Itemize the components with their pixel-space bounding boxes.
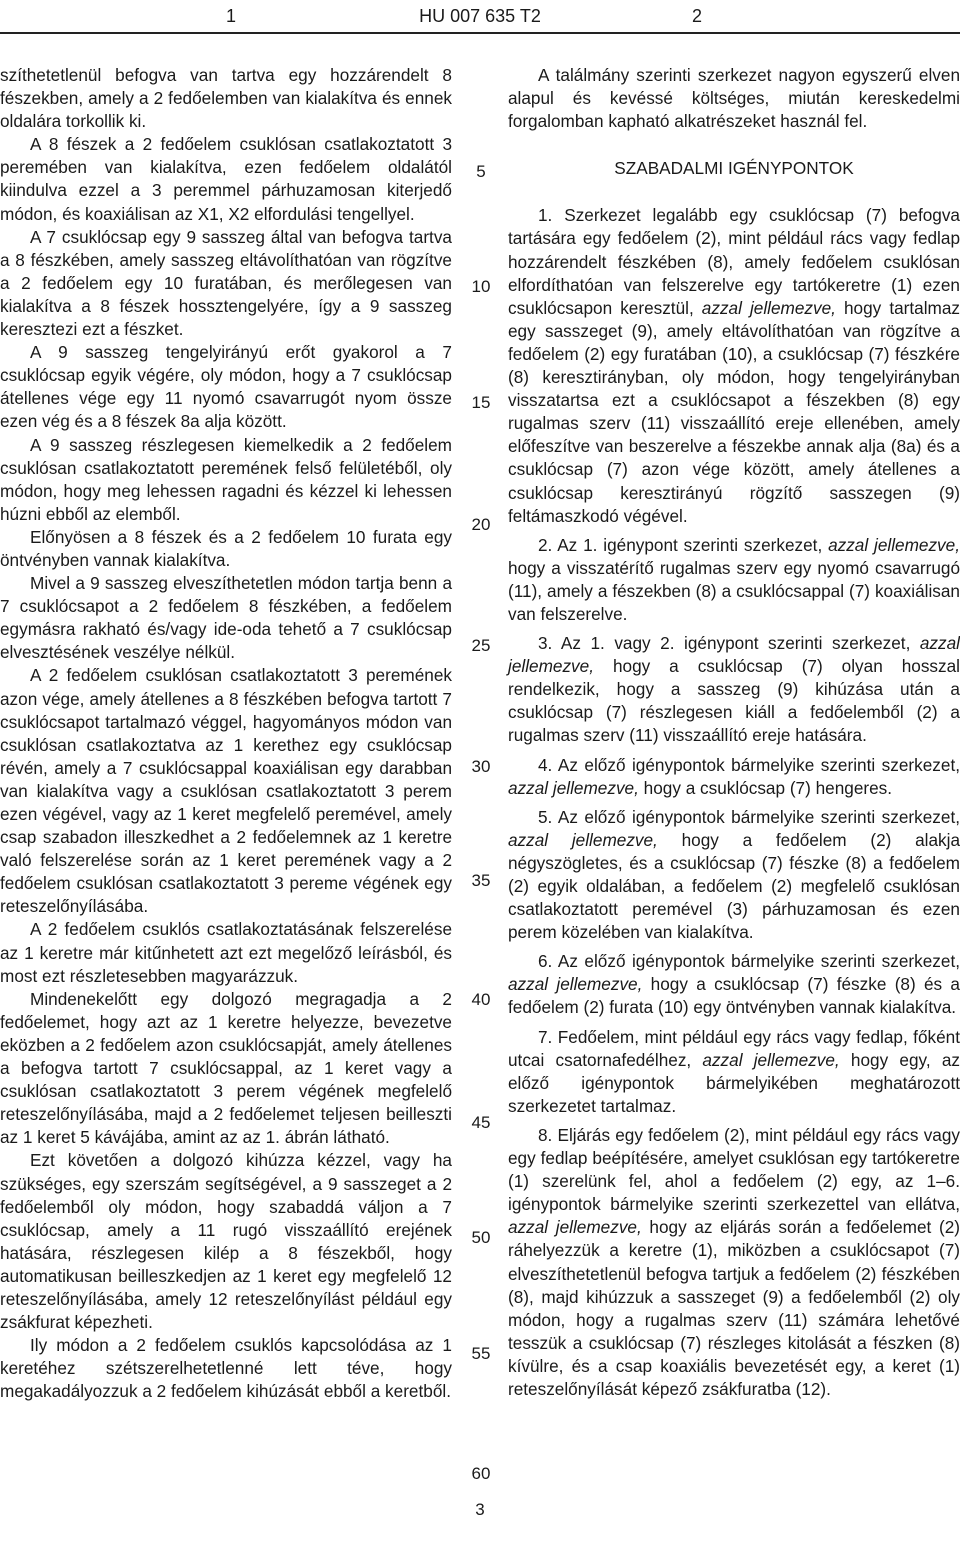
claim-8: 8. Eljárás egy fedőelem (2), mint például egy rács vagy egy fedlap beépítésére, amelyet csuklósan egy tartókeretre (1) szerelünk fel, ahol a fedőelem (2) egy, az 1–6. igénypontok bármelyike szerinti szerkezettel van ellátva, azzal jellemezve, hogy az eljárás során a fedőelemet (2) ráhelyezzük a keretre (1), miközben a csuklócsapot (7) elveszíthetetlenül befogva tartjuk a fedőelem (2) fészkében (8), majd kihúzzuk a sasszeget (9) a fedőelemből (2) oly módon, hogy a rugalmas szerv (11) számára lehetővé tesszük a csuklócsap (7) részleges kitolását a fészken (8) kívülre, és a csap koaxiális bevezetését egy, a keret (1) reteszelőnyílását képező zsákfuratba (12). <box>508 1124 960 1399</box>
line-number: 40 <box>471 990 491 1009</box>
line-number: 20 <box>471 515 491 534</box>
intro-paragraph: A találmány szerinti szerkezet nagyon egyszerű elven alapul és kevéssé költséges, miután kereskedelmi forgalomban kapható alkatrészeket használ fel. <box>508 65 960 132</box>
page-number: 3 <box>475 1500 485 1519</box>
line-number: 10 <box>471 277 491 296</box>
line-number: 55 <box>471 1344 491 1363</box>
claims-heading: SZABADALMI IGÉNYPONTOK <box>614 158 854 179</box>
header-right-column-number: 2 <box>692 6 703 26</box>
header-left-column-number: 1 <box>226 6 237 26</box>
right-column <box>508 64 960 1401</box>
claim-7: 7. Fedőelem, mint például egy rács vagy fedlap, főként utcai csatornafedélhez, azzal jellemezve, hogy egy, az előző igénypontok bármelyikében meghatározott szerkezetet tartalmaz. <box>508 1026 960 1116</box>
line-number: 45 <box>471 1113 491 1132</box>
line-number: 25 <box>471 636 491 655</box>
paragraph: Mivel a 9 sasszeg elveszíthetetlen módon tartja benn a 7 csuklócsapot a 2 fedőelem 8 fészkében, a fedőelem egymásra rakható és/vagy ide-oda tehető a 7 csuklócsap elvesztésének veszélye nélkül. <box>0 573 452 663</box>
header-patent-number: HU 007 635 T2 <box>419 6 541 26</box>
claim-6: 6. Az előző igénypontok bármelyike szerinti szerkezet, azzal jellemezve, hogy a csuklócsap (7) fészke (8) és a fedőelem (2) furata (10) egy öntvényben vannak kialakítva. <box>508 951 960 1018</box>
line-number: 50 <box>471 1228 491 1247</box>
header-rule <box>0 32 960 34</box>
line-number: 35 <box>471 871 491 890</box>
paragraph: A 2 fedőelem csuklós csatlakoztatásának felszerelése az 1 keretre már kitűnhetett azt ezt megelőző leírásból, és most ezt részletesebben magyarázzuk. <box>0 919 452 986</box>
paragraph: A 9 sasszeg tengelyirányú erőt gyakorol a 7 csuklócsap egyik végére, oly módon, hogy a 7 csuklócsap átellenes vége egy 11 nyomó csavarrugót nyom össze ezen vég és a 8 fészek 8a alja között. <box>0 342 452 432</box>
left-column <box>0 64 452 1403</box>
claim-3: 3. Az 1. vagy 2. igénypont szerinti szerkezet, azzal jellemezve, hogy a csuklócsap (7) olyan hosszal rendelkezik, hogy a sasszeg (9) kihúzása után a csuklócsap (7) részlegesen kiáll a fedőelemből (2) a rugalmas szerv (11) visszaállító ereje hatására. <box>508 633 960 746</box>
claim-2: 2. Az 1. igénypont szerinti szerkezet, azzal jellemezve, hogy a visszatérítő rugalmas szerv egy nyomó csavarrugó (11), amely a fészekben (8) a csuklócsappal (7) koaxiálisan van felszerelve. <box>508 534 960 624</box>
line-number: 30 <box>471 757 491 776</box>
paragraph: szíthetetlenül befogva van tartva egy hozzárendelt 8 fészekben, amely a 2 fedőelemben van kialakítva és ennek oldalára torkollik ki. <box>0 65 452 132</box>
paragraph: A 7 csuklócsap egy 9 sasszeg által van befogva tartva a 8 fészkében, amely sasszeg eltávolíthatóan van rögzítve a 2 fedőelem egy 10 furatában, és merőlegesen van kialakítva a 8 fészek hossztengelyére, így a 9 sasszeg keresztezi ezt a fészket. <box>0 226 452 340</box>
paragraph: Előnyösen a 8 fészek és a 2 fedőelem 10 furata egy öntvényben vannak kialakítva. <box>0 526 452 570</box>
line-number: 60 <box>471 1464 491 1483</box>
paragraph: A 9 sasszeg részlegesen kiemelkedik a 2 fedőelem csuklósan csatlakoztatott peremének felső felületéből, oly módon, hogy meg lehessen ragadni és kézzel ki lehessen húzni ebből az elemből. <box>0 434 452 524</box>
claim-4: 4. Az előző igénypontok bármelyike szerinti szerkezet, azzal jellemezve, hogy a csuklócsap (7) hengeres. <box>508 754 960 798</box>
paragraph: Ily módon a 2 fedőelem csuklós kapcsolódása az 1 keretéhez szétszerelhetetlenné lett téve, hogy megakadályozzuk a 2 fedőelem kihúzását ebből a keretből. <box>0 1335 452 1402</box>
line-number: 5 <box>476 162 486 181</box>
paragraph: Ezt követően a dolgozó kihúzza kézzel, vagy ha szükséges, egy szerszám segítségével, a 9 sasszeget a 2 fedőelemből oly módon, hogy szabaddá váljon a 7 csuklócsap, amely a 11 rugó visszaállító erejének hatására, részlegesen kilép a 8 fészekből, hogy automatikusan beilleszkedjen az 1 keret egy megfelelő 12 reteszelőnyílásába, amely 12 reteszelőnyílást például egy zsákfurat képezheti. <box>0 1150 452 1333</box>
line-number: 15 <box>471 393 491 412</box>
claim-5: 5. Az előző igénypontok bármelyike szerinti szerkezet, azzal jellemezve, hogy a fedőelem (2) alakja négyszögletes, és a csuklócsap (7) fészke (8) a fedőelem (2) egyik oldalában, a fedőelem (2) megfelelő csuklósan csatlakoztatott peremével (3) párhuzamosan és ezen perem közelében van kialakítva. <box>508 806 960 943</box>
paragraph: A 2 fedőelem csuklósan csatlakoztatott 3 peremének azon vége, amely átellenes a 8 fészkében befogva tartott 7 csuklócsapot tartalmazó véggel, hagyományos módon van csuklósan csatlakoztatva az 1 kerethez egy csuklócsap révén, amely a 7 csuklócsappal koaxiálisan egy darabban van kialakítva vagy a csuklósan csatlakoztatott 3 perem ezen végével, vagy az 1 keret megfelelő peremével, amely csap szabadon illeszkedhet a 2 fedőelemnek az 1 keretre való felszerelése során az 1 keret peremének vagy a 2 fedőelem csuklósan csatlakoztatott 3 pereme végének egy reteszelőnyílásába. <box>0 665 452 917</box>
paragraph: Mindenekelőtt egy dolgozó megragadja a 2 fedőelemet, hogy azt az 1 keretre helyezze, bevezetve eközben a 2 fedőelem azon csuklócsapját, amely átellenes a befogva tartott 7 csuklócsappal, az 1 keret vagy a csuklósan csatlakoztatott 3 perem végének megfelelő reteszelőnyílásába, majd a 2 fedőelemet teljesen beilleszti az 1 keret 5 kávájába, amint az az 1. ábrán látható. <box>0 988 452 1148</box>
claim-1: 1. Szerkezet legalább egy csuklócsap (7) befogva tartására egy fedőelem (2), mint például rács vagy fedlap hozzárendelt fészkében (8), amely fedőelem csuklósan elfordíthatóan van felszerelve egy tartókeretre (1) ezen csuklócsapon keresztül, azzal jellemezve, hogy tartalmaz egy sasszeget (9), amely eltávolíthatóan van rögzítve a fedőelem (2) egy furatában (10), a csuklócsap (7) fészkére (8) keresztirányban, oly módon, hogy tengelyirányban visszatartsa ezt a csuklócsapot a fészekben (8) egy rugalmas szerv (11) visszaállító ereje ellenében, amely előfeszítve van beszerelve a fészekbe annak alja (8a) és a csuklócsap (7) azon vége között, amely átellenes a csuklócsap keresztirányú rögzítő sasszegen (9) feltámaszkodó végével. <box>508 205 960 526</box>
paragraph: A 8 fészek a 2 fedőelem csuklósan csatlakoztatott 3 peremében van kialakítva, ezen fedőelem oldalától kiindulva ezzel a 3 peremmel párhuzamosan kiterjedő módon, és koaxiálisan az X1, X2 elfordulási tengellyel. <box>0 134 452 224</box>
